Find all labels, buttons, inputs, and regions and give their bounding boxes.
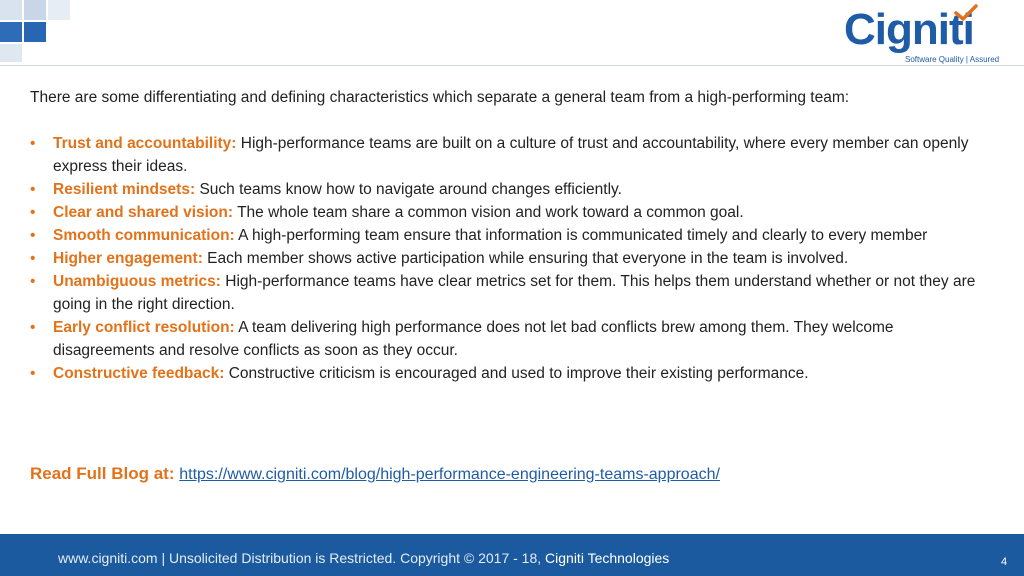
bullet-text: Such teams know how to navigate around changes efficiently. [199,181,622,198]
bullet-icon: • [30,319,36,336]
footer-text [58,550,669,566]
list-item [30,224,990,247]
checkmark-icon [954,4,978,22]
bullet-text: The whole team share a common vision and work toward a common goal. [237,204,744,221]
list-item [30,270,990,316]
deco-square [24,22,46,42]
list-item [30,178,990,201]
bullet-icon: • [30,204,36,221]
bullet-icon: • [30,273,36,290]
bullet-icon: • [30,135,36,152]
deco-square [24,0,46,20]
page-number: 4 [1001,556,1008,568]
logo-tagline: Software Quality | Assured [905,55,1000,64]
deco-square [0,44,22,62]
list-item [30,247,990,270]
cigniti-logo [842,4,1002,64]
bullet-text: High-performance teams are built on a culture of trust and accountability, where every member can openly express their ideas. [53,135,969,175]
bullet-icon: • [30,227,36,244]
bullet-text: Each member shows active participation while ensuring that everyone in the team is involved. [207,250,849,267]
bullet-text: Constructive criticism is encouraged and used to improve their existing performance. [228,365,809,382]
bullet-term: Trust and accountability: [53,135,237,152]
list-item [30,132,990,178]
corner-decoration [0,0,80,62]
bullet-term: Higher engagement: [53,250,203,267]
bullet-term: Unambiguous metrics: [53,273,221,290]
deco-square [48,0,70,20]
footer-copyright: www.cigniti.com | Unsolicited Distribution is Restricted. Copyright © 2017 - 18, [58,550,542,566]
slide-content [30,86,990,385]
deco-square [0,22,22,42]
bullet-term: Constructive feedback: [53,365,225,382]
deco-square [0,0,22,20]
bullet-text: A team delivering high performance does not let bad conflicts brew among them. They welcome disagreements and resolve conflicts as soon as they occur. [53,319,894,359]
footer-bar [0,534,1024,576]
bullet-term: Resilient mindsets: [53,181,196,198]
bullet-icon: • [30,181,36,198]
bullet-term: Clear and shared vision: [53,204,234,221]
intro-text: There are some differentiating and defining characteristics which separate a general team from a high-performing team: [30,89,850,106]
characteristics-list [30,132,990,385]
list-item [30,362,990,385]
list-item [30,201,990,224]
bullet-icon: • [30,250,36,267]
bullet-term: Early conflict resolution: [53,319,235,336]
logo-wordmark: Cigniti [844,5,974,54]
list-item [30,316,990,362]
read-more [30,462,720,487]
bullet-text: High-performance teams have clear metrics set for them. This helps them understand whether or not they are going in the right direction. [53,273,976,313]
header-divider [0,65,1024,66]
footer-company: Cigniti Technologies [545,550,670,566]
read-more-label: Read Full Blog at: [30,464,175,483]
bullet-text: A high-performing team ensure that information is communicated timely and clearly to every member [238,227,928,244]
bullet-term: Smooth communication: [53,227,235,244]
bullet-icon: • [30,365,36,382]
blog-link[interactable]: https://www.cigniti.com/blog/high-performance-engineering-teams-approach/ [179,466,720,483]
